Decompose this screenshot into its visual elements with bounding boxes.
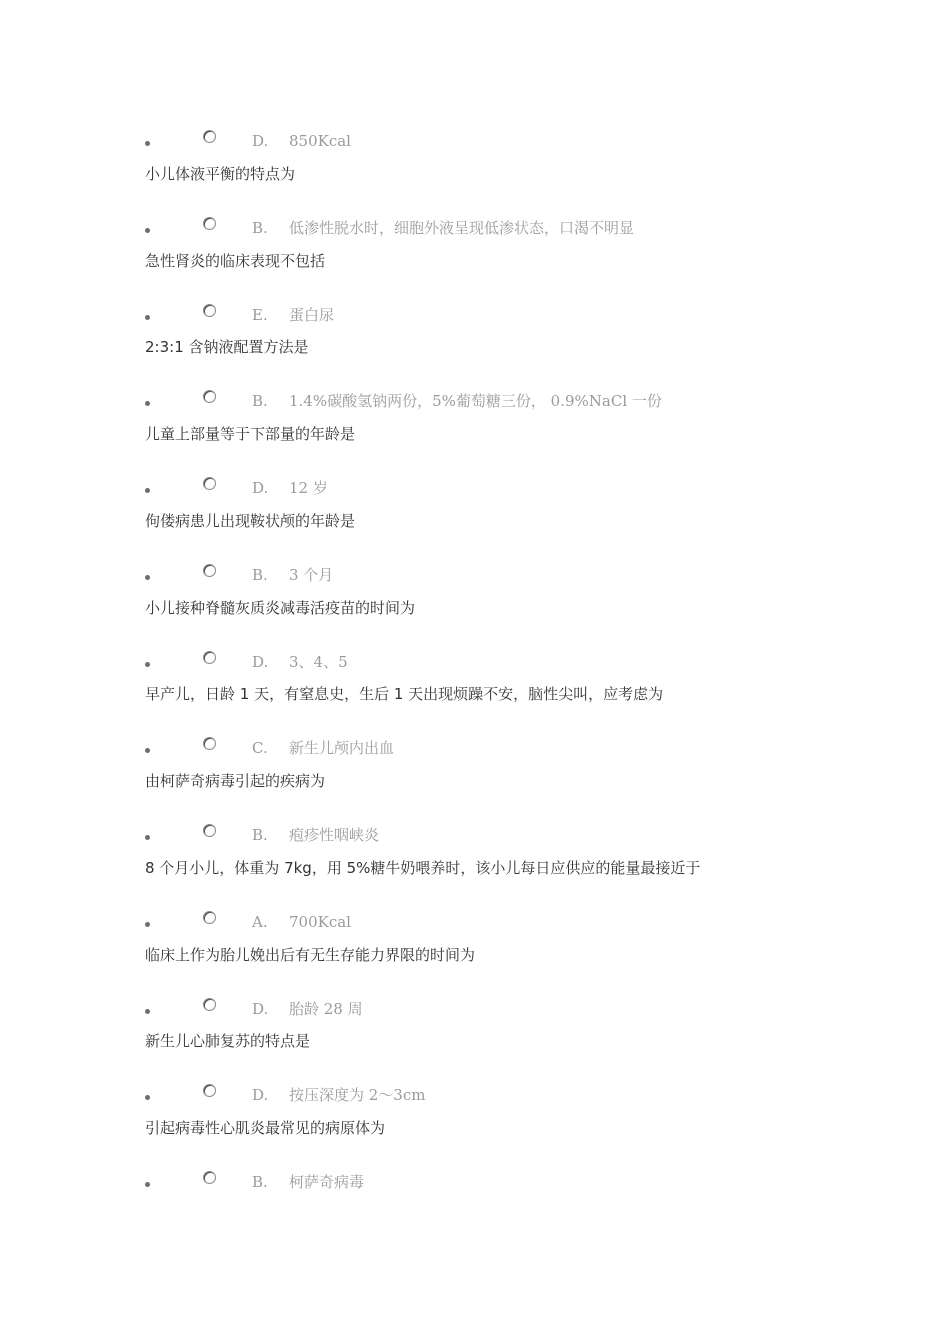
option-text: 低渗性脱水时，细胞外液呈现低渗状态，口渴不明显 bbox=[289, 219, 635, 237]
bullet-icon bbox=[145, 141, 150, 146]
answer-option[interactable] bbox=[0, 998, 950, 1022]
answer-option[interactable] bbox=[0, 824, 950, 848]
radio-button[interactable] bbox=[203, 651, 216, 664]
radio-button[interactable] bbox=[203, 130, 216, 143]
answer-option[interactable] bbox=[0, 304, 950, 328]
radio-button[interactable] bbox=[203, 390, 216, 403]
bullet-icon bbox=[145, 1182, 150, 1187]
answer-option[interactable] bbox=[0, 911, 950, 935]
bullet-icon bbox=[145, 401, 150, 406]
answer-option[interactable] bbox=[0, 130, 950, 154]
answer-option[interactable] bbox=[0, 564, 950, 588]
option-text: 850Kcal bbox=[289, 132, 351, 150]
option-letter: A. bbox=[252, 913, 268, 931]
radio-button[interactable] bbox=[203, 911, 216, 924]
question-text: 临床上作为胎儿娩出后有无生存能力界限的时间为 bbox=[145, 946, 476, 964]
bullet-icon bbox=[145, 922, 150, 927]
option-text: 700Kcal bbox=[289, 913, 351, 931]
option-letter: B. bbox=[252, 566, 268, 584]
bullet-icon bbox=[145, 315, 150, 320]
answer-option[interactable] bbox=[0, 390, 950, 414]
question-text: 由柯萨奇病毒引起的疾病为 bbox=[145, 772, 326, 790]
option-text: 柯萨奇病毒 bbox=[289, 1173, 365, 1191]
radio-button[interactable] bbox=[203, 564, 216, 577]
option-letter: D. bbox=[252, 479, 269, 497]
option-letter: B. bbox=[252, 1173, 268, 1191]
answer-option[interactable] bbox=[0, 737, 950, 761]
bullet-icon bbox=[145, 228, 150, 233]
bullet-icon bbox=[145, 748, 150, 753]
bullet-icon bbox=[145, 1009, 150, 1014]
bullet-icon bbox=[145, 1095, 150, 1100]
option-text: 新生儿颅内出血 bbox=[289, 739, 395, 757]
radio-button[interactable] bbox=[203, 1084, 216, 1097]
option-text: 3 个月 bbox=[289, 566, 334, 584]
question-text: 急性肾炎的临床表现不包括 bbox=[145, 252, 326, 270]
option-letter: B. bbox=[252, 392, 268, 410]
bullet-icon bbox=[145, 662, 150, 667]
question-text: 2:3:1 含钠液配置方法是 bbox=[145, 338, 309, 356]
radio-button[interactable] bbox=[203, 477, 216, 490]
answer-option[interactable] bbox=[0, 651, 950, 675]
option-text: 按压深度为 2～3cm bbox=[289, 1086, 426, 1104]
answer-option[interactable] bbox=[0, 1084, 950, 1108]
option-letter: D. bbox=[252, 1000, 269, 1018]
radio-button[interactable] bbox=[203, 737, 216, 750]
option-letter: D. bbox=[252, 653, 269, 671]
option-text: 胎龄 28 周 bbox=[289, 1000, 363, 1018]
question-text: 小儿体液平衡的特点为 bbox=[145, 165, 296, 183]
question-text: 早产儿，日龄 1 天，有窒息史，生后 1 天出现烦躁不安，脑性尖叫，应考虑为 bbox=[145, 685, 664, 703]
option-text: 蛋白尿 bbox=[289, 306, 335, 324]
bullet-icon bbox=[145, 575, 150, 580]
question-text: 佝偻病患儿出现鞍状颅的年龄是 bbox=[145, 512, 356, 530]
answer-option[interactable] bbox=[0, 217, 950, 241]
answer-option[interactable] bbox=[0, 477, 950, 501]
option-letter: B. bbox=[252, 826, 268, 844]
option-text: 3、4、5 bbox=[289, 653, 348, 671]
option-text: 疱疹性咽峡炎 bbox=[289, 826, 380, 844]
option-letter: D. bbox=[252, 1086, 269, 1104]
question-text: 儿童上部量等于下部量的年龄是 bbox=[145, 425, 356, 443]
question-text: 引起病毒性心肌炎最常见的病原体为 bbox=[145, 1119, 386, 1137]
radio-button[interactable] bbox=[203, 217, 216, 230]
radio-button[interactable] bbox=[203, 1171, 216, 1184]
radio-button[interactable] bbox=[203, 304, 216, 317]
radio-button[interactable] bbox=[203, 998, 216, 1011]
option-letter: D. bbox=[252, 132, 269, 150]
question-text: 新生儿心肺复苏的特点是 bbox=[145, 1032, 311, 1050]
option-text: 12 岁 bbox=[289, 479, 328, 497]
question-text: 8 个月小儿，体重为 7kg，用 5%糖牛奶喂养时，该小儿每日应供应的能量最接近于 bbox=[145, 859, 701, 877]
radio-button[interactable] bbox=[203, 824, 216, 837]
answer-option[interactable] bbox=[0, 1171, 950, 1195]
bullet-icon bbox=[145, 488, 150, 493]
option-letter: C. bbox=[252, 739, 268, 757]
option-letter: B. bbox=[252, 219, 268, 237]
question-text: 小儿接种脊髓灰质炎减毒活疫苗的时间为 bbox=[145, 599, 416, 617]
option-text: 1.4%碳酸氢钠两份，5%葡萄糖三份， 0.9%NaCl 一份 bbox=[289, 392, 662, 410]
bullet-icon bbox=[145, 835, 150, 840]
option-letter: E. bbox=[252, 306, 268, 324]
